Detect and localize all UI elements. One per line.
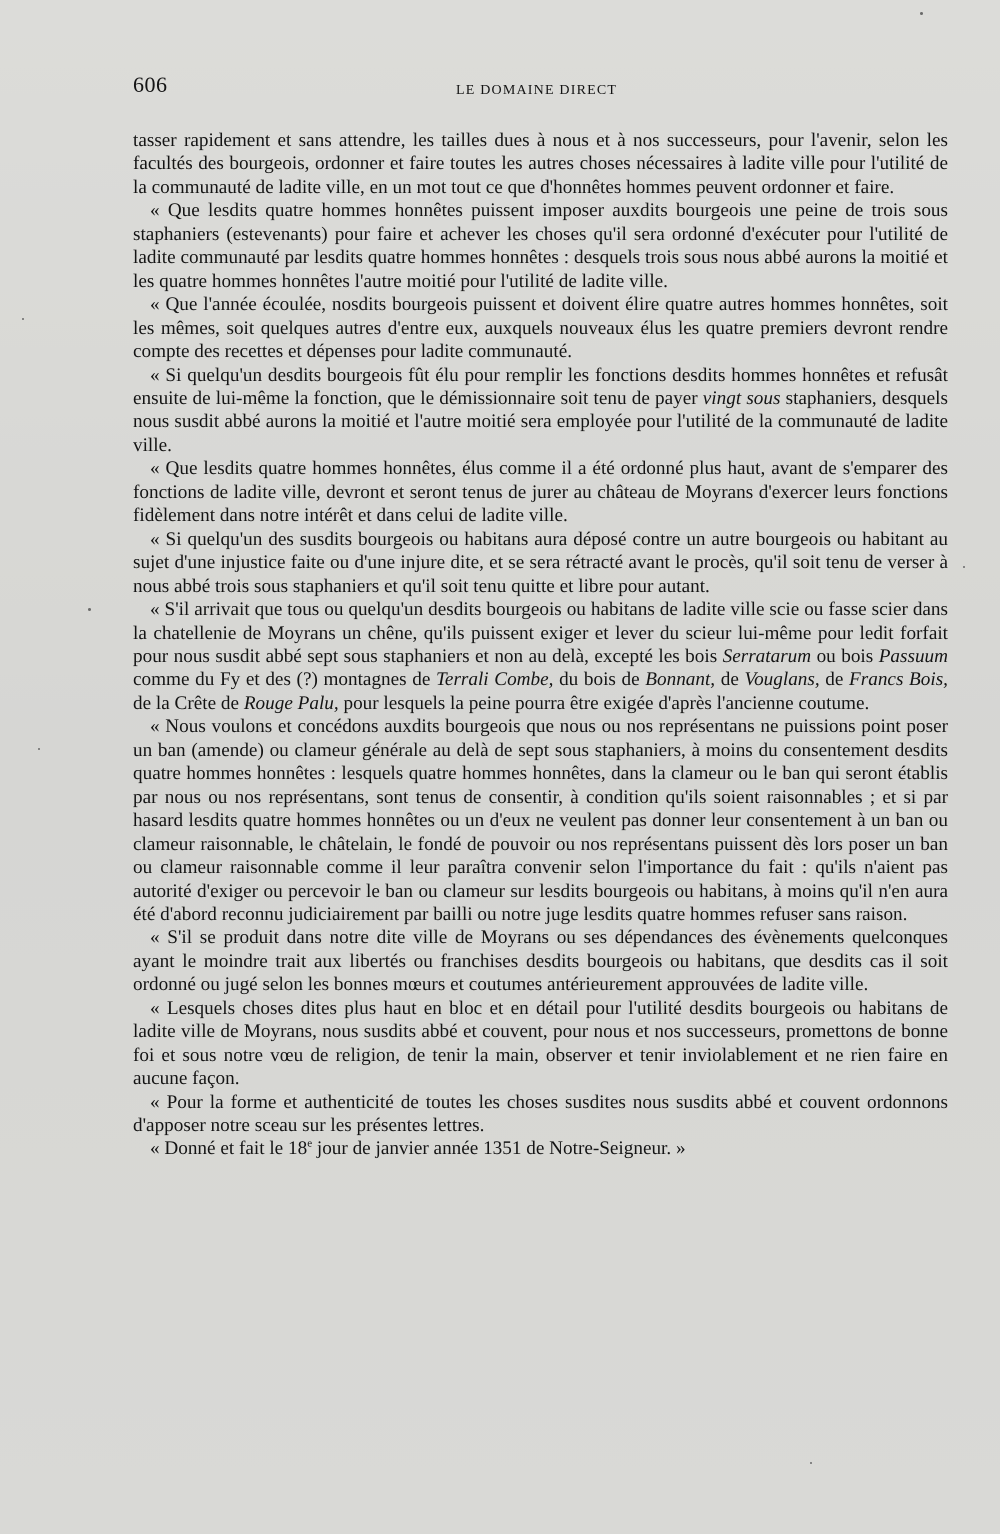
paragraph bbox=[133, 926, 948, 996]
text-segment: « Si quelqu'un desdits bourgeois fût élu pour remplir les fonctions desdits hommes honnêtes et refusât ensuite de lui-même la fonction, que le démissionnaire soit tenu de payer bbox=[133, 364, 948, 409]
italic-text: Terrali Combe, bbox=[436, 669, 554, 691]
text-segment: du bois de bbox=[553, 669, 646, 691]
paragraph bbox=[133, 129, 948, 199]
paragraph bbox=[133, 1137, 948, 1160]
text-segment: de la Crête de bbox=[133, 692, 244, 714]
superscript: e bbox=[307, 1138, 313, 1151]
scan-speck bbox=[22, 318, 24, 320]
paragraph bbox=[133, 997, 948, 1091]
scan-speck bbox=[38, 748, 40, 750]
italic-text: Passuum bbox=[878, 645, 948, 667]
scan-speck bbox=[810, 1462, 812, 1464]
italic-text: Vouglans, bbox=[744, 669, 820, 691]
italic-text: Francs Bois, bbox=[849, 669, 948, 691]
body-text bbox=[133, 129, 948, 1161]
scan-speck bbox=[88, 608, 91, 611]
scan-speck bbox=[920, 12, 923, 15]
scan-speck bbox=[963, 566, 965, 568]
text-segment: de bbox=[819, 669, 850, 691]
text-segment: « Donné et fait le 18 bbox=[150, 1138, 308, 1160]
italic-text: vingt sous bbox=[702, 387, 781, 409]
paragraph bbox=[133, 364, 948, 458]
italic-text: Serratarum bbox=[722, 645, 812, 667]
text-segment: « Pour la forme et authenticité de toutes les choses susdites nous susdits abbé et couvent ordonnons d'apposer notre sceau sur les présentes lettres. bbox=[133, 1091, 948, 1137]
text-segment: « Nous voulons et concédons auxdits bourgeois que nous ou nos représentans ne puissions point poser un ban (amende) ou clameur générale au delà de sept sous staphaniers, à moins du consentement desdits quatre hommes honnêtes : lesquels quatre hommes honnêtes, dans la clameur ou le ban qui seront établis par nous ou nos représentans, sont tenus de consentir, à condition qu'ils soient raisonnables ; et si par hasard lesdits quatre hommes honnêtes ou un d'eux ne veulent pas donner leur consentement à un ban ou clameur raisonnable, le châtelain, le fondé de pouvoir ou nos représentans puissent dès lors poser un ban ou clameur raisonnable comme il leur paraîtra convenir selon l'importance du fait : qu'ils n'aient pas autorité d'exiger ou percevoir le ban ou clameur sur lesdits bourgeois ou habitans, à moins qu'il n'en aura été d'abord reconnu judiciairement par bailli ou notre juge lesdits quatre hommes refuser sans raison. bbox=[133, 716, 948, 925]
paragraph bbox=[133, 598, 948, 715]
paragraph bbox=[133, 457, 948, 527]
text-segment: « Que lesdits quatre hommes honnêtes puissent imposer auxdits bourgeois une peine de trois sous staphaniers (estevenants) pour faire et achever les choses qu'il sera ordonné d'exécuter pour l'utilité de ladite communauté par lesdits quatre hommes honnêtes : desquels trois sous nous abbé aurons la moitié et les quatre hommes honnêtes l'autre moitié pour l'utilité de ladite ville. bbox=[133, 200, 948, 292]
text-segment: pour lesquels la peine pourra être exigée d'après l'ancienne coutume. bbox=[338, 692, 870, 714]
paragraph bbox=[133, 293, 948, 363]
text-segment: « Que l'année écoulée, nosdits bourgeois puissent et doivent élire quatre autres hommes honnêtes, soit les mêmes, soit quelques autres d'entre eux, auxquels nouveaux élus les quatre premiers devront rendre compte des recettes et dépenses pour ladite communauté. bbox=[133, 294, 948, 363]
text-segment: « S'il se produit dans notre dite ville de Moyrans ou ses dépendances des évènements quelconques ayant le moindre trait aux libertés ou franchises desdits bourgeois ou habitans, que desdits cas il soit ordonné ou jugé selon les bonnes mœurs et coutumes antérieurement approuvées de ladite ville. bbox=[133, 927, 948, 996]
text-segment: staphaniers, desquels nous susdit abbé aurons la moitié et l'autre moitié sera employée pour l'utilité de la communauté de ladite ville. bbox=[133, 387, 948, 456]
text-segment: « S'il arrivait que tous ou quelqu'un desdits bourgeois ou habitans de ladite ville scie ou fasse scier dans la chatellenie de Moyrans un chêne, qu'ils puissent exiger et lever du scieur lui-même pour ledit forfait pour nous susdit abbé sept sous staphaniers et non au delà, excepté les bois bbox=[133, 599, 948, 667]
text-segment: comme du Fy et des (?) montagnes de bbox=[133, 669, 437, 691]
text-segment: « Si quelqu'un des susdits bourgeois ou habitans aura déposé contre un autre bourgeois ou habitant au sujet d'une injustice faite ou d'une injure dite, et se sera rétracté avant le procès, qu'il soit tenu de verser à nous abbé trois sous staphaniers et qu'il soit tenu quitte et libre pour autant. bbox=[133, 528, 948, 597]
text-segment: « Que lesdits quatre hommes honnêtes, élus comme il a été ordonné plus haut, avant de s'emparer des fonctions de ladite ville, devront et seront tenus de jurer au château de Moyrans d'exercer leurs fonctions fidèlement dans notre intérêt et dans celui de ladite ville. bbox=[133, 458, 948, 527]
italic-text: Bonnant, bbox=[645, 669, 716, 691]
italic-text: Rouge Palu, bbox=[243, 692, 339, 714]
running-title: LE DOMAINE DIRECT bbox=[456, 83, 618, 98]
text-segment: « Lesquels choses dites plus haut en bloc et en détail pour l'utilité desdits bourgeois ou habitans de ladite ville de Moyrans, nous susdits abbé et couvent, pour nous et nos successeurs, promettons de bonne foi et sous notre vœu de religion, de tenir la main, observer et tenir inviolablement et ne rien faire en aucune façon. bbox=[133, 997, 948, 1090]
text-segment: tasser rapidement et sans attendre, les tailles dues à nous et à nos successeurs, pour l'avenir, selon les facultés des bourgeois, ordonner et faire toutes les autres choses nécessaires à ladite ville pour l'utilité de la communauté de ladite ville, en un mot tout ce que d'honnêtes hommes peuvent ordonner et faire. bbox=[133, 130, 948, 198]
text-segment: ou bois bbox=[811, 645, 879, 667]
paragraph bbox=[133, 528, 948, 598]
page-number: 606 bbox=[133, 72, 168, 97]
page-header bbox=[133, 72, 948, 102]
paragraph bbox=[133, 199, 948, 293]
paragraph bbox=[133, 715, 948, 926]
text-segment: jour de janvier année 1351 de Notre-Seigneur. » bbox=[312, 1138, 686, 1160]
paragraph bbox=[133, 1091, 948, 1138]
text-segment: de bbox=[715, 669, 745, 691]
